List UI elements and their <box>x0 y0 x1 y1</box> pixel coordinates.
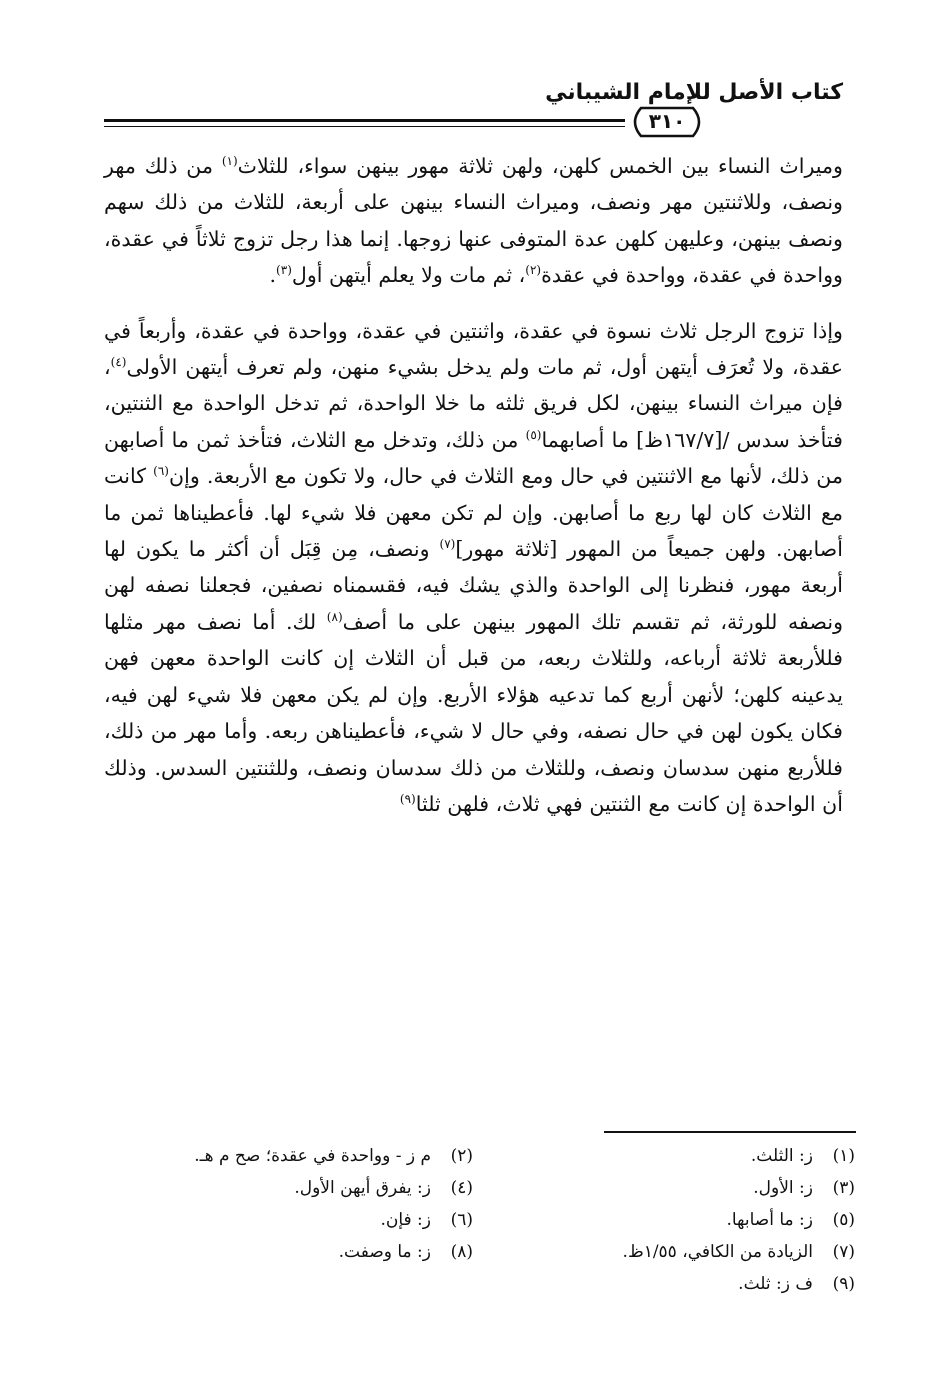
text-run: لك. أما نصف مهر مثلها فللأربعة ثلاثة أرباعه، وللثلاث ربعه، من قبل أن الثلاث إن كانت الواحدة معهن فهن يدعينه كلهن؛ لأنهن أربع كما تدعيه هؤلاء الأربع. وإن لم يكن معهن فلا شيء لهن فيه، فكان يكون لهن في حال نصفه، وفي حال لا شيء، فأعطيناهن ربعه. وأما مهر من ذلك، فللأربع منهن سدسان ونصف، وللثلاث من ذلك سدسان ونصف، وللثنتين السدس. وذلك أن الواحدة إن كانت مع الثنتين فهي ثلاث، فلهن ثلثا <box>104 609 843 816</box>
footnote-marker: (٦) <box>153 464 169 479</box>
footnote-row <box>104 1204 855 1236</box>
text-run: من ذلك مهر ونصف، وللاثنتين مهر ونصف، وميراث النساء بينهن على أربعة، للثلاث من ذلك سهم ونصف بينهن، وعليهن كلهن عدة المتوفى عنها زوجها. إنما هذا رجل تزوج ثلاثاً في عقدة، وواحدة في عقدة، وواحدة في عقدة <box>104 154 843 288</box>
text-run: كانت مع الثلاث كان لها ربع ما أصابهن. وإن لم تكن معهن فلا شيء لها. فأعطيناها ثمن ما أصابهن. ولهن جميعاً من المهور [ثلاثة مهور] <box>104 464 843 562</box>
footnotes <box>104 1140 855 1300</box>
footnote <box>121 1236 473 1268</box>
footnote <box>121 1172 473 1204</box>
footnote <box>473 1268 855 1300</box>
footnote-marker: (٢) <box>525 263 542 278</box>
page-number-badge <box>627 106 707 138</box>
paragraph <box>104 148 843 294</box>
text-run: من ذلك، وتدخل مع الثلاث، فتأخذ ثمن ما أصابهن من ذلك، لأنها مع الاثنتين في حال ومع الثلاث في حال، ولا تكون مع الأربعة. وإن <box>104 427 843 489</box>
footnote-text: ز: الأول. <box>753 1178 813 1198</box>
text-run: . <box>269 263 277 288</box>
text-run: ونصف، مِن قِبَل أن أكثر ما يكون لها أربعة مهور، فنظرنا إلى الواحدة والذي يشك فيه، فقسمناه نصفين، فجعلنا نصفه لهن ونصفه للورثة، ثم تقسم تلك المهور بينهن على ما أصف <box>104 537 844 634</box>
footnote <box>121 1140 473 1172</box>
text-run: ، ثم مات ولا يعلم أيتهن أول <box>291 263 526 288</box>
footnote-marker: (٥) <box>525 427 542 442</box>
footnote-separator <box>604 1131 856 1133</box>
footnote-number: (٣) <box>832 1178 855 1198</box>
book-title: كتاب الأصل للإمام الشيباني <box>545 80 843 105</box>
text-run: ، فإن ميراث النساء بينهن، لكل فريق ثلثه ما خلا الواحدة، ثم تدخل الواحدة مع الثنتين، فتأخذ سدس /[١٦٧/٧ظ] ما أصابهما <box>104 355 843 452</box>
footnote-number: (٨) <box>450 1242 473 1262</box>
footnote-marker: (١) <box>221 154 238 169</box>
footnote-text: الزيادة من الكافي، ١/٥٥ظ. <box>622 1242 813 1262</box>
footnote-text: ز: يفرق أيهن الأول. <box>294 1178 431 1198</box>
footnote <box>473 1140 855 1172</box>
footnote-row <box>104 1236 855 1268</box>
footnote-row <box>104 1172 855 1204</box>
footnote-text: م ز - وواحدة في عقدة؛ صح م هـ. <box>194 1146 431 1166</box>
footnote-marker: (٧) <box>439 537 456 552</box>
footnote-text: ز: ما وصفت. <box>338 1242 431 1262</box>
footnote-text: ز: ما أصابها. <box>726 1210 813 1230</box>
footnote-number: (٢) <box>450 1146 473 1166</box>
running-header <box>104 80 843 133</box>
footnote-text: ز: فإن. <box>380 1210 431 1230</box>
footnote-text: ف ز: ثلث. <box>738 1274 813 1294</box>
footnote <box>121 1268 473 1300</box>
main-text <box>104 148 843 822</box>
header-rule-thin <box>104 126 625 127</box>
footnote-text: ز: الثلث. <box>750 1146 813 1166</box>
footnote-number: (١) <box>832 1146 855 1166</box>
header-rule-thick <box>104 119 625 122</box>
footnote-marker: (٣) <box>276 263 292 278</box>
footnote-marker: (٤) <box>110 355 127 370</box>
page-number: ٣١٠ <box>648 109 686 133</box>
footnote-row <box>104 1268 855 1300</box>
footnote-number: (٦) <box>450 1210 473 1230</box>
footnote-marker: (٩) <box>399 792 416 807</box>
footnote-marker: (٨) <box>326 610 343 625</box>
footnote-row <box>104 1140 855 1172</box>
paragraph <box>104 313 843 823</box>
footnote <box>121 1204 473 1236</box>
text-run: وإذا تزوج الرجل ثلاث نسوة في عقدة، واثنتين في عقدة، وواحدة في عقدة، وأربعاً في عقدة، ولا تُعرَف أيتهن أول، ثم مات ولم يدخل بشيء منهن، ولم تعرف أيتهن الأولى <box>104 318 843 380</box>
footnote-number: (٧) <box>832 1242 855 1262</box>
text-run: وميراث النساء بين الخمس كلهن، ولهن ثلاثة مهور بينهن سواء، للثلاث <box>237 154 843 178</box>
footnote-number: (٩) <box>832 1274 855 1294</box>
footnote-number: (٥) <box>832 1210 855 1230</box>
footnote <box>473 1236 855 1268</box>
footnote <box>473 1204 855 1236</box>
footnote-number: (٤) <box>450 1178 473 1198</box>
footnote <box>473 1172 855 1204</box>
